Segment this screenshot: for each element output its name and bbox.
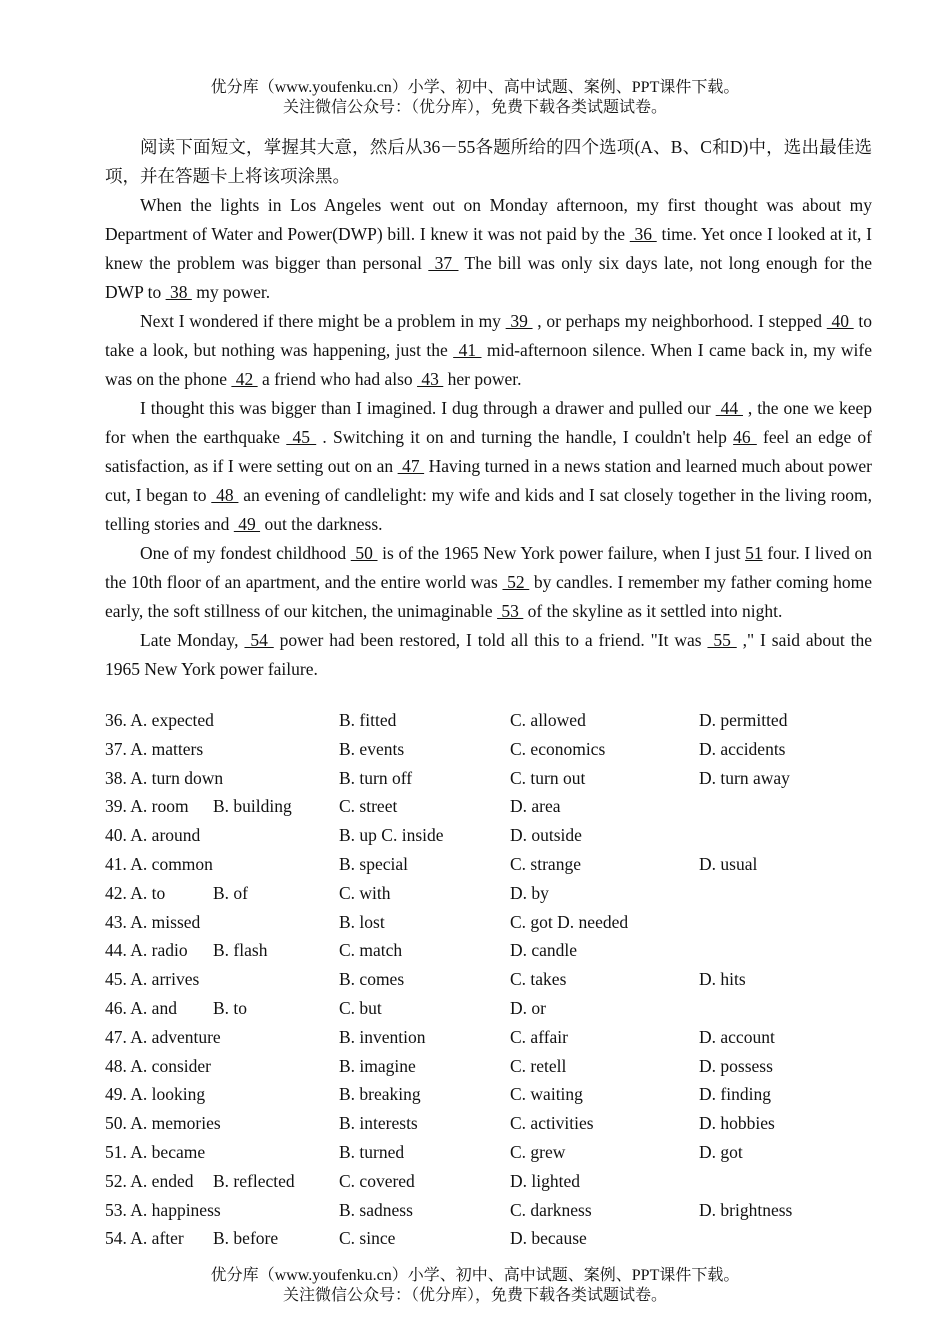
text: to take a look, but nothing was happening, just the — [105, 311, 872, 360]
options-row-39 — [105, 792, 872, 821]
text: an evening of candlelight: my wife and kids and I sat closely together in the living room, telling stories and — [105, 485, 873, 534]
option-c: C. activities — [510, 1113, 594, 1134]
option-c: C. allowed — [510, 710, 586, 730]
blank-41: 41 — [453, 340, 482, 360]
blank-43: 43 — [417, 369, 444, 389]
options-row-40 — [105, 821, 872, 850]
option-b: B. to — [213, 997, 248, 1018]
option-c: C. with — [339, 882, 391, 903]
text: my power. — [191, 282, 271, 302]
option-a: 43. A. missed — [105, 911, 201, 932]
option-a: 48. A. consider — [105, 1055, 211, 1076]
option-a: 47. A. adventure — [105, 1026, 221, 1047]
options-row-44 — [105, 936, 872, 965]
blank-50: 50 — [350, 543, 378, 563]
option-c: C. waiting — [510, 1084, 583, 1105]
text: ," I said about the 1965 New York power failure. — [105, 630, 873, 679]
options-row-50 — [105, 1109, 872, 1138]
text: time. Yet once I looked at it, I knew the problem was bigger than personal — [105, 224, 872, 273]
text: The bill was only six days late, not long enough for the DWP to — [105, 253, 873, 302]
option-d: D. accidents — [699, 738, 786, 759]
text: a friend who had also — [257, 369, 418, 389]
option-b: B. fitted — [339, 710, 397, 730]
option-c: C. retell — [510, 1055, 567, 1076]
options-row-42 — [105, 879, 872, 908]
text: by candles. I remember my father coming home early, the soft stillness of our kitchen, the unimaginable — [105, 572, 872, 621]
option-b: B. imagine — [339, 1055, 416, 1076]
option-a: 51. A. became — [105, 1141, 206, 1162]
option-b: B. turned — [339, 1141, 405, 1162]
text: When the lights in Los Angeles went out on Monday afternoon, my first thought was about my Department of Water and Power(DWP) bill. I knew it was not paid by the — [105, 195, 872, 244]
option-d: D. finding — [699, 1084, 771, 1105]
option-a: 50. A. memories — [105, 1113, 221, 1134]
header-line-2: 关注微信公众号：（优分库），免费下载各类试题试卷。 — [282, 99, 667, 116]
text: of the skyline as it settled into night. — [523, 601, 783, 621]
blank-38: 38 — [165, 282, 192, 302]
option-a: 52. A. ended — [105, 1170, 194, 1191]
option-d: D. got — [699, 1141, 743, 1162]
option-a: 36. A. expected — [105, 710, 214, 730]
options-row-46 — [105, 994, 872, 1023]
option-b: B. of — [213, 882, 248, 903]
blank-52: 52 — [502, 572, 530, 592]
paragraph-4 — [105, 539, 872, 626]
option-b: B. lost — [339, 911, 385, 932]
blank-49: 49 — [233, 514, 261, 534]
option-c: C. turn out — [510, 767, 586, 788]
options-row-51 — [105, 1138, 872, 1167]
option-a: 44. A. radio — [105, 940, 188, 961]
option-d: D. candle — [510, 940, 578, 961]
options-row-37 — [105, 735, 872, 764]
option-b: B. before — [213, 1228, 279, 1249]
text: Having turned in a news station and learned much about power cut, I began to — [105, 456, 873, 505]
option-a: 46. A. and — [105, 997, 177, 1018]
blank-46: 46 — [733, 427, 757, 447]
option-b: B. interests — [339, 1113, 418, 1134]
options-row-36 — [105, 706, 872, 735]
blank-37: 37 — [428, 253, 459, 273]
option-c: C. economics — [510, 738, 606, 759]
blank-53: 53 — [497, 601, 524, 621]
option-d: D. hits — [699, 969, 746, 990]
option-a: 40. A. around — [105, 825, 201, 846]
text: I thought this was bigger than I imagined. I dug through a drawer and pulled our — [140, 398, 716, 418]
footer-line-1: 优分库（www.youfenku.cn）小学、初中、高中试题、案例、PPT课件下载。 — [210, 1267, 740, 1284]
text: her power. — [443, 369, 522, 389]
option-b: B. events — [339, 738, 405, 759]
text: Next I wondered if there might be a problem in my — [140, 311, 506, 331]
option-d: D. lighted — [510, 1170, 580, 1191]
option-bc: B. up C. inside — [339, 825, 444, 846]
option-c: C. takes — [510, 969, 567, 990]
option-c: C. street — [339, 796, 398, 817]
text: power had been restored, I told all this to a friend. "It was — [273, 630, 708, 650]
option-a: 54. A. after — [105, 1228, 184, 1249]
option-b: B. building — [213, 796, 292, 817]
options-row-53 — [105, 1196, 872, 1225]
option-b: B. breaking — [339, 1084, 421, 1105]
page-footer — [0, 1266, 950, 1306]
option-c: C. strange — [510, 853, 581, 874]
option-d: D. because — [510, 1228, 587, 1249]
options-row-52 — [105, 1167, 872, 1196]
text: , or perhaps my neighborhood. I stepped — [532, 311, 827, 331]
option-a: 41. A. common — [105, 853, 213, 874]
option-c: C. affair — [510, 1026, 568, 1047]
option-cd: C. got D. needed — [510, 911, 629, 932]
option-b: B. reflected — [213, 1170, 295, 1191]
text: . Switching it on and turning the handle, I couldn't help — [316, 427, 734, 447]
option-c: C. match — [339, 940, 403, 961]
text: feel an edge of satisfaction, as if I were setting out on an — [105, 427, 872, 476]
option-a: 45. A. arrives — [105, 969, 200, 990]
option-d: D. by — [510, 882, 549, 903]
text: four. I lived on the 10th floor of an apartment, and the entire world was — [105, 543, 872, 592]
blank-40: 40 — [826, 311, 854, 331]
option-d: D. turn away — [699, 767, 790, 788]
page-header — [0, 78, 950, 118]
blank-39: 39 — [505, 311, 533, 331]
text: mid-afternoon silence. When I came back in, my wife was on the phone — [105, 340, 873, 389]
option-d: D. usual — [699, 853, 758, 874]
blank-47: 47 — [397, 456, 425, 476]
option-c: C. since — [339, 1228, 396, 1249]
passage — [105, 133, 872, 684]
text: , the one we keep for when the earthquake — [105, 398, 872, 447]
option-d: D. hobbies — [699, 1113, 775, 1134]
text: is of the 1965 New York power failure, when I just — [377, 543, 746, 563]
paragraph-5 — [105, 626, 872, 684]
blank-42: 42 — [231, 369, 258, 389]
option-b: B. special — [339, 853, 409, 874]
paragraph-1 — [105, 191, 872, 307]
option-d: D. or — [510, 997, 546, 1018]
option-a: 53. A. happiness — [105, 1199, 221, 1220]
option-a: 49. A. looking — [105, 1084, 206, 1105]
options-row-41 — [105, 850, 872, 879]
option-b: B. sadness — [339, 1199, 413, 1220]
option-b: B. flash — [213, 940, 268, 961]
option-d: D. area — [510, 796, 561, 817]
option-c: C. but — [339, 997, 382, 1018]
instructions: 阅读下面短文，掌握其大意，然后从36－55各题所给的四个选项(A、B、C和D)中，选出最佳选项，并在答题卡上将该项涂黑。 — [105, 137, 872, 186]
header-line-1: 优分库（www.youfenku.cn）小学、初中、高中试题、案例、PPT课件下载。 — [210, 79, 740, 96]
option-c: C. darkness — [510, 1199, 592, 1220]
option-c: C. grew — [510, 1141, 566, 1162]
paragraph-2 — [105, 307, 872, 394]
option-c: C. covered — [339, 1170, 415, 1191]
options-row-43 — [105, 908, 872, 937]
options-row-38 — [105, 764, 872, 793]
option-b: B. invention — [339, 1026, 426, 1047]
options-row-48 — [105, 1052, 872, 1081]
blank-36: 36 — [629, 224, 657, 244]
option-a: 39. A. room — [105, 796, 189, 817]
option-a: 42. A. to — [105, 882, 166, 903]
text: Late Monday, — [140, 630, 245, 650]
options-row-54 — [105, 1224, 872, 1253]
options-row-47 — [105, 1023, 872, 1052]
option-d: D. outside — [510, 825, 582, 846]
footer-line-2: 关注微信公众号：（优分库），免费下载各类试题试卷。 — [282, 1287, 667, 1304]
paragraph-3 — [105, 394, 872, 539]
option-d: D. possess — [699, 1055, 773, 1076]
text: One of my fondest childhood — [140, 543, 351, 563]
blank-44: 44 — [715, 398, 743, 418]
option-a: 38. A. turn down — [105, 767, 224, 788]
option-d: D. account — [699, 1026, 775, 1047]
option-d: D. brightness — [699, 1199, 793, 1220]
blank-55: 55 — [707, 630, 737, 650]
blank-48: 48 — [211, 485, 239, 505]
option-a: 37. A. matters — [105, 738, 204, 759]
options-row-49 — [105, 1080, 872, 1109]
option-b: B. turn off — [339, 767, 413, 788]
options-row-45 — [105, 965, 872, 994]
blank-45: 45 — [286, 427, 317, 447]
blank-54: 54 — [244, 630, 274, 650]
options-list — [105, 706, 872, 1253]
blank-51: 51 — [745, 543, 763, 563]
option-b: B. comes — [339, 969, 405, 990]
text: out the darkness. — [260, 514, 383, 534]
option-d: D. permitted — [699, 710, 788, 730]
